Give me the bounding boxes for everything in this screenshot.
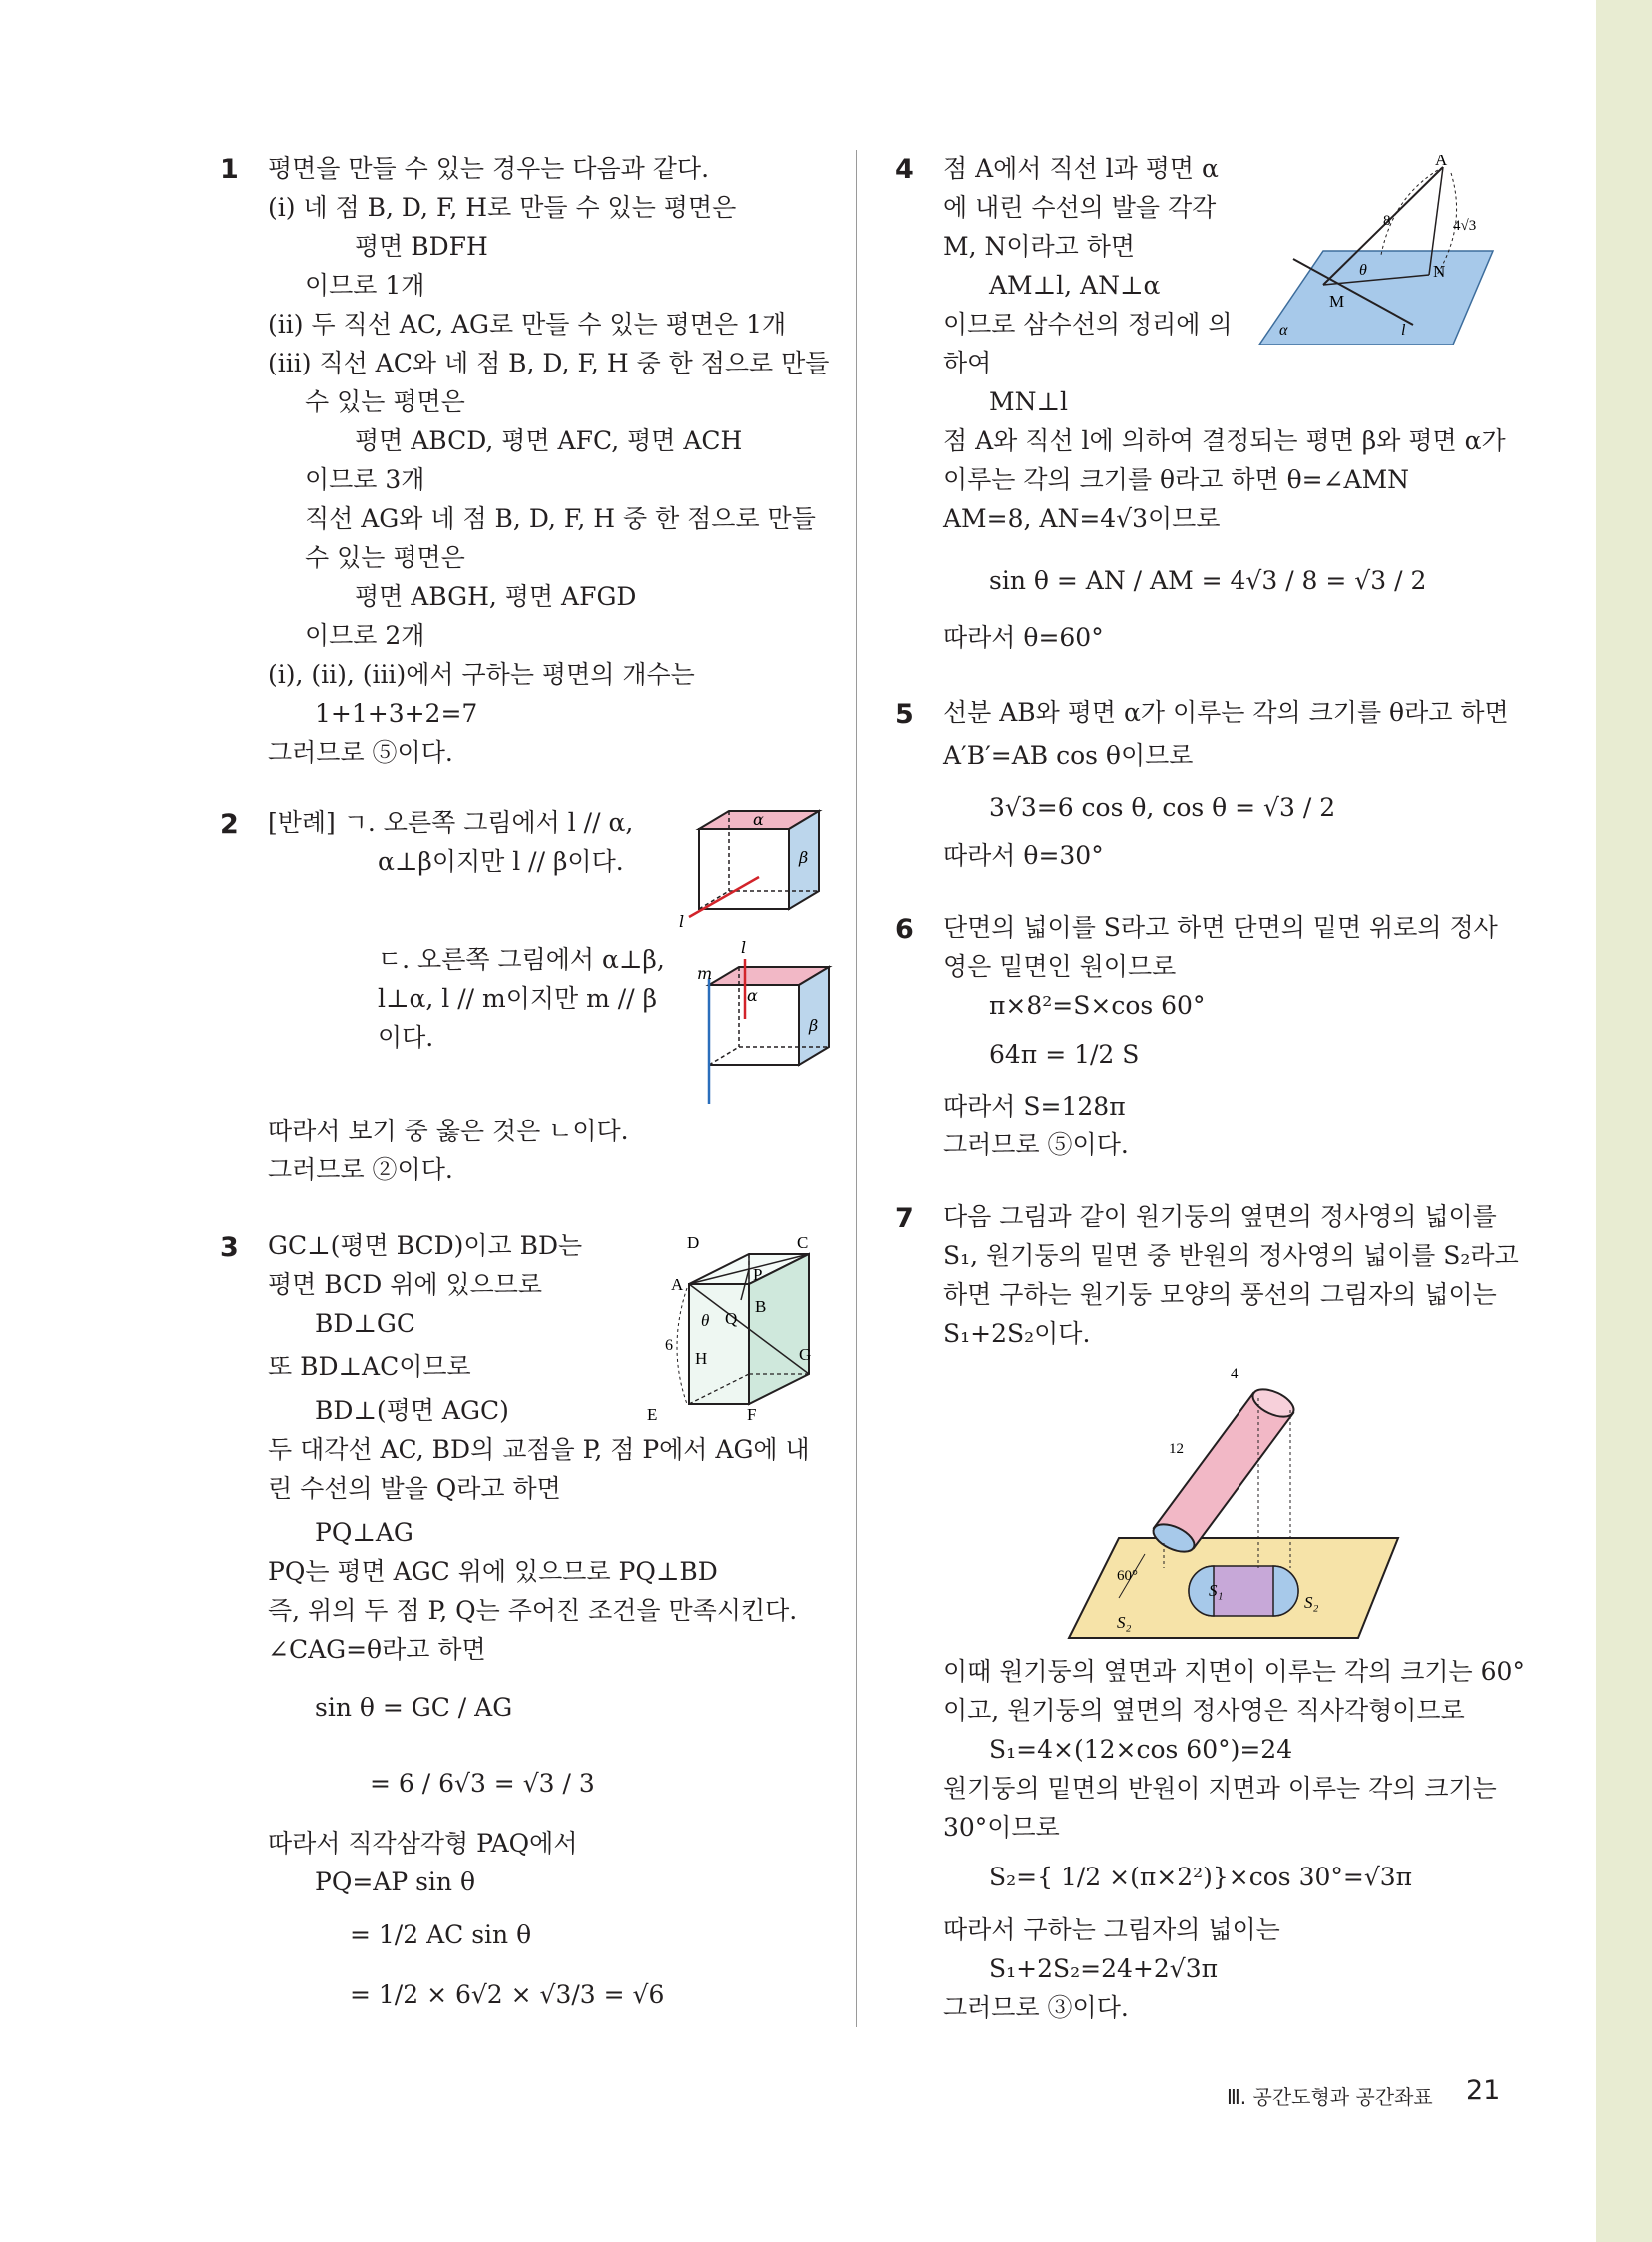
p1-line: (ⅱ) 두 직선 AC, AG로 만들 수 있는 평면은 1개 (268, 310, 787, 339)
cube-figure-2 (689, 939, 839, 1109)
p3-line: 따라서 직각삼각형 PAQ에서 (268, 1829, 578, 1858)
cylinder-shadow-figure (1059, 1358, 1418, 1643)
p6-line: 영은 밑면인 원이므로 (943, 952, 1177, 981)
problem-5-number: 5 (895, 699, 914, 730)
label-H: H (695, 1349, 708, 1368)
m-label: m (697, 964, 713, 983)
p4-line: 이므로 삼수선의 정리에 의 (943, 310, 1233, 339)
label-S2-left: S₂ (1117, 1613, 1132, 1632)
p7-line: S₂={ 1/2 ×(π×2²)}×cos 30°=√3π (989, 1863, 1413, 1891)
beta-label: β (799, 848, 809, 867)
p5-line: 3√3=6 cos θ, cos θ = √3 / 2 (989, 793, 1336, 822)
p5-line: 선분 AB와 평면 α가 이루는 각의 크기를 θ라고 하면 (943, 698, 1509, 727)
p3-line: 평면 BCD 위에 있으므로 (268, 1270, 543, 1299)
p7-line: S₁, 원기둥의 밑면 중 반원의 정사영의 넓이를 S₂라고 (943, 1241, 1519, 1270)
p4-line: sin θ = AN / AM = 4√3 / 8 = √3 / 2 (989, 566, 1427, 595)
p4-line: 점 A와 직선 l에 의하여 결정되는 평면 β와 평면 α가 (943, 426, 1506, 455)
p1-line: 직선 AG와 네 점 B, D, F, H 중 한 점으로 만들 (305, 504, 816, 533)
p6-line: 그러므로 ⑤이다. (943, 1130, 1129, 1159)
p5-line: A′B′=AB cos θ이므로 (943, 741, 1194, 770)
label-12: 12 (1169, 1441, 1184, 1457)
p3-line: BD⊥(평면 AGC) (315, 1396, 509, 1425)
p2-line: 그러므로 ②이다. (268, 1155, 453, 1184)
label-8: 8 (1383, 213, 1391, 229)
page-edge-stripe (1596, 0, 1652, 2242)
footer-section-title: Ⅲ. 공간도형과 공간좌표 (1227, 2085, 1433, 2109)
p7-line: 다음 그림과 같이 원기둥의 옆면의 정사영의 넓이를 (943, 1202, 1497, 1231)
l-label: l (741, 939, 747, 957)
p3-line: 즉, 위의 두 점 P, Q는 주어진 조건을 만족시킨다. (268, 1596, 798, 1625)
three-perpendiculars-figure (1253, 155, 1503, 345)
problem-1-number: 1 (220, 154, 239, 185)
p2-line: 따라서 보기 중 옳은 것은 ㄴ이다. (268, 1117, 629, 1145)
label-S1: S₁ (1209, 1581, 1224, 1600)
p3-line: BD⊥GC (315, 1309, 416, 1338)
cylinder-body (1154, 1393, 1293, 1548)
p7-line: 하면 구하는 원기둥 모양의 풍선의 그림자의 넓이는 (943, 1280, 1497, 1309)
problem-2-number: 2 (220, 809, 239, 840)
p1-line: 수 있는 평면은 (305, 387, 465, 416)
p4-line: 따라서 θ=60° (943, 623, 1104, 652)
label-N: N (1433, 262, 1446, 281)
p1-line: 1+1+3+2=7 (315, 699, 478, 728)
p1-line: (ⅰ) 네 점 B, D, F, H로 만들 수 있는 평면은 (268, 193, 737, 222)
p1-line: 이므로 3개 (305, 465, 425, 494)
label-l: l (1401, 322, 1406, 339)
p4-line: AM⊥l, AN⊥α (989, 271, 1161, 300)
p1-line: 이므로 2개 (305, 621, 425, 650)
page-number: 21 (1466, 2075, 1501, 2106)
p2-line: l⊥α, l // m이지만 m // β (378, 984, 658, 1013)
p1-line: 평면 ABCD, 평면 AFC, 평면 ACH (355, 426, 743, 455)
p1-line: 평면 BDFH (355, 232, 488, 261)
p6-line: π×8²=S×cos 60° (989, 991, 1206, 1020)
p6-line: 따라서 S=128π (943, 1092, 1126, 1121)
label-theta: θ (1359, 262, 1367, 279)
p7-line: S₁=4×(12×cos 60°)=24 (989, 1735, 1293, 1764)
label-D: D (687, 1233, 700, 1252)
alpha-label: α (747, 986, 758, 1005)
p2-line: ㄷ. 오른쪽 그림에서 α⊥β, (378, 945, 665, 974)
label-theta: θ (701, 1311, 710, 1330)
label-A: A (1435, 155, 1448, 169)
problem-6-number: 6 (895, 914, 914, 945)
p4-line: AM=8, AN=4√3이므로 (943, 504, 1221, 533)
p6-line: 64π = 1/2 S (989, 1040, 1140, 1069)
label-Q: Q (725, 1309, 738, 1328)
p3-line: sin θ = GC / AG (315, 1693, 513, 1722)
alpha-label: α (753, 810, 764, 829)
p4-line: 하여 (943, 349, 992, 377)
p5-line: 따라서 θ=30° (943, 841, 1104, 870)
p3-line: GC⊥(평면 BCD)이고 BD는 (268, 1231, 583, 1260)
p7-line: 원기둥의 밑면의 반원이 지면과 이루는 각의 크기는 (943, 1774, 1497, 1803)
p2-line: [반례] ㄱ. 오른쪽 그림에서 l // α, (268, 808, 634, 837)
p4-line: 점 A에서 직선 l과 평면 α (943, 154, 1219, 183)
p7-line: 이때 원기둥의 옆면과 지면이 이루는 각의 크기는 60° (943, 1657, 1525, 1686)
p4-line: M, N이라고 하면 (943, 232, 1136, 261)
p4-line: MN⊥l (989, 387, 1068, 416)
p1-line: 이므로 1개 (305, 271, 425, 300)
p3-line: 두 대각선 AC, BD의 교점을 P, 점 P에서 AG에 내 (268, 1435, 810, 1464)
beta-label: β (809, 1016, 819, 1035)
p1-line: (ⅲ) 직선 AC와 네 점 B, D, F, H 중 한 점으로 만들 (268, 349, 830, 377)
p1-line: 수 있는 평면은 (305, 543, 465, 572)
p7-line: S₁+2S₂이다. (943, 1319, 1091, 1348)
p3-line: 또 BD⊥AC이므로 (268, 1352, 471, 1381)
p2-line: α⊥β이지만 l // β이다. (378, 847, 624, 876)
problem-7-number: 7 (895, 1203, 914, 1234)
p1-line: 평면 ABGH, 평면 AFGD (355, 582, 637, 611)
label-B: B (755, 1297, 767, 1316)
p3-line: PQ는 평면 AGC 위에 있으므로 PQ⊥BD (268, 1557, 718, 1586)
p7-line: 이고, 원기둥의 옆면의 정사영은 직사각형이므로 (943, 1696, 1465, 1725)
label-60deg: 60° (1117, 1568, 1138, 1584)
p6-line: 단면의 넓이를 S라고 하면 단면의 밑면 위로의 정사 (943, 913, 1498, 942)
problem-4-number: 4 (895, 154, 914, 185)
p2-line: 이다. (378, 1023, 434, 1052)
column-divider (856, 150, 857, 2027)
p7-line: 그러므로 ③이다. (943, 1993, 1129, 2022)
p3-line: ∠CAG=θ라고 하면 (268, 1635, 486, 1664)
label-E: E (647, 1405, 658, 1424)
plane-alpha (1259, 251, 1493, 345)
label-6: 6 (665, 1337, 673, 1354)
label-A: A (671, 1275, 684, 1294)
label-S2-right: S₂ (1304, 1593, 1319, 1612)
p4-line: 이루는 각의 크기를 θ라고 하면 θ=∠AMN (943, 465, 1410, 494)
p7-line: 따라서 구하는 그림자의 넓이는 (943, 1915, 1280, 1944)
p3-line: = 6 / 6√3 = √3 / 3 (370, 1769, 595, 1798)
label-F: F (747, 1405, 757, 1424)
label-4: 4 (1231, 1366, 1239, 1382)
label-alpha: α (1279, 322, 1288, 339)
l-label: l (679, 912, 685, 929)
cube-figure-1 (679, 799, 829, 929)
p1-line: 평면을 만들 수 있는 경우는 다음과 같다. (268, 154, 710, 183)
p3-line: = 1/2 × 6√2 × √3/3 = √6 (350, 1980, 665, 2009)
label-G: G (799, 1345, 812, 1364)
p3-line: PQ⊥AG (315, 1518, 413, 1547)
label-M: M (1329, 292, 1345, 311)
p3-line: PQ=AP sin θ (315, 1868, 476, 1896)
cube-figure-3 (629, 1228, 829, 1428)
p7-line: 30°이므로 (943, 1813, 1060, 1842)
p1-line: 그러므로 ⑤이다. (268, 738, 453, 767)
p7-line: S₁+2S₂=24+2√3π (989, 1954, 1219, 1983)
label-P: P (753, 1265, 763, 1284)
label-4root3: 4√3 (1453, 218, 1477, 234)
p1-line: (ⅰ), (ⅱ), (ⅲ)에서 구하는 평면의 개수는 (268, 660, 695, 689)
p4-line: 에 내린 수선의 발을 각각 (943, 193, 1217, 222)
problem-3-number: 3 (220, 1232, 239, 1263)
p3-line: 린 수선의 발을 Q라고 하면 (268, 1474, 561, 1503)
label-C: C (797, 1233, 809, 1252)
p3-line: = 1/2 AC sin θ (350, 1920, 532, 1949)
